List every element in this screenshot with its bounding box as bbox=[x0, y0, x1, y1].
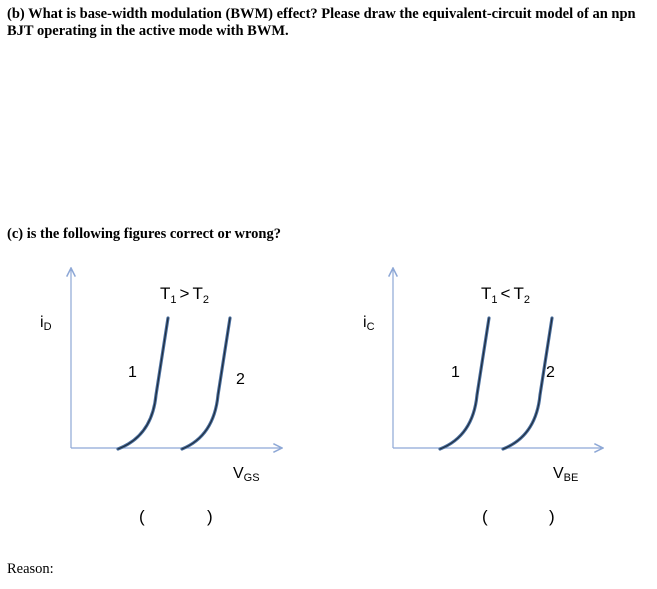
figure-1-x-label: VGS bbox=[233, 465, 260, 484]
figure-2-curve-2 bbox=[503, 318, 552, 449]
figure-1-curve-2 bbox=[182, 318, 230, 449]
reason-label: Reason: bbox=[7, 561, 54, 577]
figure-1-answer-open-paren: ( bbox=[139, 507, 145, 526]
figure-2-answer-open-paren: ( bbox=[482, 507, 488, 526]
figure-2-condition: $T_1 < T_2$ bbox=[481, 284, 530, 306]
figure-2-x-label: VBE bbox=[553, 465, 579, 484]
figure-1-curve-1 bbox=[118, 318, 168, 449]
figure-2-answer-close-paren: ) bbox=[549, 507, 555, 526]
figure-1-condition: $T_1 > T_2$ bbox=[160, 284, 209, 306]
question-b-text: (b) What is base-width modulation (BWM) effect? Please draw the equivalent-circuit model of an npn BJT operating in the active mode with BWM. bbox=[7, 6, 636, 39]
figure-2-axes bbox=[393, 268, 603, 448]
figure-1-answer-close-paren: ) bbox=[207, 507, 213, 526]
figure-1 bbox=[40, 268, 282, 484]
figure-2-curve-1-label: 1 bbox=[451, 364, 460, 381]
figure-2-curve-2-label: 2 bbox=[546, 364, 555, 381]
figure-1-curve-1-label: 1 bbox=[128, 364, 137, 381]
figure-1-y-label: iD bbox=[40, 314, 52, 333]
figure-1-curve-2-label: 2 bbox=[236, 371, 245, 388]
figure-2-curve-1 bbox=[440, 318, 489, 449]
question-c-text: (c) is the following figures correct or wrong? bbox=[7, 226, 281, 242]
figure-2-y-label: iC bbox=[363, 314, 375, 333]
figure-2 bbox=[363, 268, 603, 484]
